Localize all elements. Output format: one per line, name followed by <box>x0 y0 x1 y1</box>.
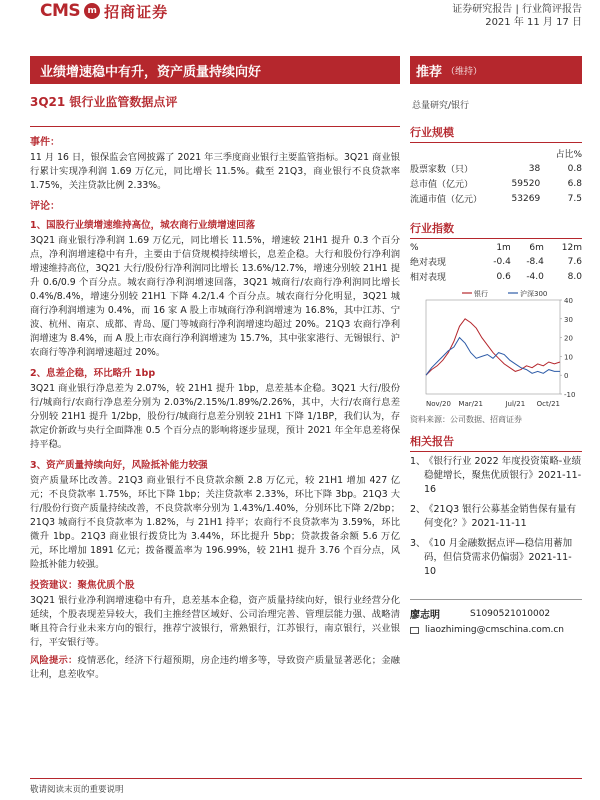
rating-main: 推荐 <box>416 64 443 80</box>
title-bar <box>30 56 400 84</box>
author-email[interactable]: liaozhiming@cmschina.com.cn <box>425 625 565 635</box>
invest-heading: 投资建议：聚焦优质个股 <box>30 580 135 591</box>
scale-label: 股票家数（只） <box>410 165 474 175</box>
risk-text: 疫情恶化，经济下行超预期，房企违约增多等，导致资产质量显著恶化；金融让利，息差收窄。 <box>30 655 400 680</box>
y-tick-label: 10 <box>564 353 573 362</box>
index-row-label: 相对表现 <box>410 273 447 283</box>
x-tick-label: Jul/21 <box>505 400 526 408</box>
index-col-unit: % <box>410 243 419 253</box>
author-row <box>410 606 582 621</box>
author-email-row <box>410 625 582 635</box>
risk-label: 风险提示： <box>30 655 78 666</box>
industry-index-heading: 行业指数 <box>410 220 582 239</box>
invest-paragraph: 3Q21 银行业净利润增速稳中有升，息差基本企稳，资产质量持续向好，银行业经营分化延续，个股表现差异较大，我们主推经营区域好、公司治理完善、管理层能力强、战略清晰且符合行业未来方向的银行，推荐宁波银行，常熟银行，江苏银行，南京银行，兴业银行，平安银行等。 <box>30 595 400 648</box>
related-link[interactable]: 《10 月金融数据点评—稳信用蓄加码，但信贷需求仍偏弱》2021-11-10 <box>424 538 573 577</box>
scale-pct: 0.8 <box>567 163 582 174</box>
event-heading: 事件： <box>30 137 60 148</box>
pct-header: 占比% <box>555 150 582 160</box>
report-title: 业绩增速稳中有升，资产质量持续向好 <box>40 64 262 80</box>
point2-paragraph: 3Q21 商业银行净息差为 2.07%，较 21H1 提升 1bp，息差基本企稳。3Q21 大行/股份行/城商行/农商行净息差分别为 2.03%/2.15%/1.89%/2.26%，其中，大行/农商行息差分别较 21H1 提升 1/2bp，股份行/城商行息差分别较 21H1 下降 1/1BP，我们认为，存款定价新政与央行全面降准 0.5 个百分点的影响将逐步显现，预计 2021 年全年息差将保持平稳。 <box>30 383 400 450</box>
event-paragraph: 11 月 16 日，银保监会官网披露了 2021 年三季度商业银行主要监管指标。3Q21 商业银行累计实现净利润 1.69 万亿元，同比增长 11.5%。截至 21Q3，商业银行不良贷款率 1.75%，关注贷款比例 2.33%。 <box>30 152 400 191</box>
y-tick-label: 40 <box>564 297 573 305</box>
author-license: S1090521010002 <box>470 608 551 619</box>
index-value: 7.6 <box>567 256 582 267</box>
x-tick-label: Nov/20 <box>426 400 451 408</box>
related-num: 1、 <box>410 456 426 467</box>
table-row <box>410 176 582 191</box>
cms-logo <box>40 0 168 22</box>
list-item[interactable] <box>410 503 582 531</box>
y-tick-label: 20 <box>564 334 573 343</box>
main-divider <box>30 126 400 127</box>
rating-bar <box>410 56 582 84</box>
index-chart <box>410 286 582 412</box>
table-row <box>410 146 582 161</box>
x-tick-label: Mar/21 <box>458 400 483 408</box>
index-value: 8.0 <box>567 271 582 282</box>
index-col-6m: 6m <box>529 243 544 253</box>
industry-scale-table <box>410 146 582 206</box>
report-category: 总量研究/银行 <box>412 101 470 111</box>
report-date: 2021 年 11 月 17 日 <box>485 17 582 28</box>
rating-sub: （维持） <box>446 66 483 77</box>
index-chart-svg <box>410 286 582 408</box>
author-block <box>410 599 582 635</box>
industry-scale-heading: 行业规模 <box>410 124 582 143</box>
author-name: 廖志明 <box>410 610 440 621</box>
industry-index-table <box>410 242 582 284</box>
table-row <box>410 254 582 269</box>
scale-pct: 6.8 <box>567 178 582 189</box>
point1-heading: 1、国股行业绩增速维持高位，城农商行业绩增速回落 <box>30 220 256 231</box>
footer-divider <box>30 778 582 779</box>
scale-value: 53269 <box>511 193 541 204</box>
related-link[interactable]: 《21Q3 银行公募基金销售保有量有何变化？》2021-11-11 <box>424 504 577 529</box>
table-row <box>410 191 582 206</box>
y-tick-label: -10 <box>564 391 576 399</box>
point3-paragraph: 资产质量环比改善。21Q3 商业银行不良贷款余额 2.8 万亿元，较 21H1 增加 427 亿元；不良贷款率 1.75%，环比下降 1bp；关注贷款率 2.33%，环比下降 3bp。21Q3 大行/股份行资产质量持续改善，不良贷款率分别为 1.43%/1.40%，分别环比下降 2/2bp；21Q3 城商行不良贷款率为 1.82%，与 21H1 持平；农商行不良贷款率为 3.59%，环比微升 1bp。21Q3 商业银行拨贷比为 3.44%，环比提升 5bp；贷款拨备余额 5.6 万亿元，环比增加 1891 亿元；拨备覆盖率为 196.99%，较 21H1 提升 3.76 个百分点，风险抵补能力较强。 <box>30 475 400 570</box>
sidebar <box>410 124 582 639</box>
related-link[interactable]: 《银行行业 2022 年度投资策略-业绩稳健增长，聚焦优质银行》2021-11-16 <box>424 456 582 495</box>
list-item[interactable] <box>410 455 582 497</box>
point2-heading: 2、息差企稳，环比略升 1bp <box>30 368 156 379</box>
scale-value: 59520 <box>511 178 541 189</box>
plot-frame <box>426 300 560 394</box>
page-header <box>0 0 600 34</box>
index-value: -8.4 <box>526 256 544 267</box>
scale-label: 流通市值（亿元） <box>410 195 483 205</box>
index-value: -0.4 <box>493 256 511 267</box>
related-heading: 相关报告 <box>410 433 582 452</box>
x-tick-label: Oct/21 <box>536 400 560 408</box>
point3-heading: 3、资产质量持续向好，风险抵补能力较强 <box>30 460 208 471</box>
point1-paragraph: 3Q21 商业银行净利润 1.69 万亿元，同比增长 11.5%，增速较 21H1 提升 0.3 个百分点，净利润增速稳中有升，主要由于信贷规模持续增长，息差企稳。大行和股份行净利润增速维持高位，3Q21 大行/股份行净利润同比增长 13.6%/12.7%，增速分别较 21H1 提升 0.6/0.9 个百分点。城农商行净利润增速回落，3Q21 城商行/农商行净利润同比增长 0.4%/8.4%，增速分别较 21H1 下降 4.2/1.4 个百分点。城农商行分化明显，3Q21 城商行净利润增速为 0.4%，而 16 家 A 股上市城商行净利润增速为 16.8%，其中江苏、宁波、杭州、南京、成都、青岛、厦门等城商行净利润增速均超过 20%。21Q3 农商行净利润增速为 8.4%，而 A 股上市农商行净利润增速为 15.7%，其中张家港行、无锡银行、沪农商行等净利润增速超过 20%。 <box>30 235 400 358</box>
series-line-0 <box>426 319 560 375</box>
logo-seal-icon: m <box>84 3 100 19</box>
mail-icon <box>410 627 419 634</box>
index-row-label: 绝对表现 <box>410 258 447 268</box>
index-value: -4.0 <box>526 271 544 282</box>
table-row <box>410 242 582 254</box>
chart-source: 资料来源：公司数据、招商证券 <box>410 415 522 424</box>
logo-cn-text: 招商证券 <box>104 2 169 21</box>
risk-paragraph <box>30 654 400 682</box>
scale-value: 38 <box>528 163 541 174</box>
legend-label: 银行 <box>474 290 488 298</box>
table-row <box>410 269 582 284</box>
y-tick-label: 0 <box>564 372 569 381</box>
table-row <box>410 161 582 176</box>
related-num: 3、 <box>410 538 426 549</box>
index-col-12m: 12m <box>561 243 582 253</box>
legend-label: 沪深300 <box>520 290 548 298</box>
y-tick-label: 30 <box>564 315 573 324</box>
list-item[interactable] <box>410 537 582 579</box>
footer-note: 敬请阅读末页的重要说明 <box>30 785 124 795</box>
index-col-1m: 1m <box>496 243 511 253</box>
logo-cms-text: CMS <box>40 1 81 21</box>
index-value: 0.6 <box>496 271 511 282</box>
comment-heading: 评论： <box>30 201 60 212</box>
scale-pct: 7.5 <box>567 193 582 204</box>
report-subtitle: 3Q21 银行业监管数据点评 <box>30 95 178 109</box>
scale-label: 总市值（亿元） <box>410 180 474 190</box>
related-num: 2、 <box>410 504 426 515</box>
main-content <box>30 126 400 686</box>
related-list <box>410 455 582 579</box>
report-type: 证券研究报告 | 行业简评报告 <box>452 4 582 15</box>
